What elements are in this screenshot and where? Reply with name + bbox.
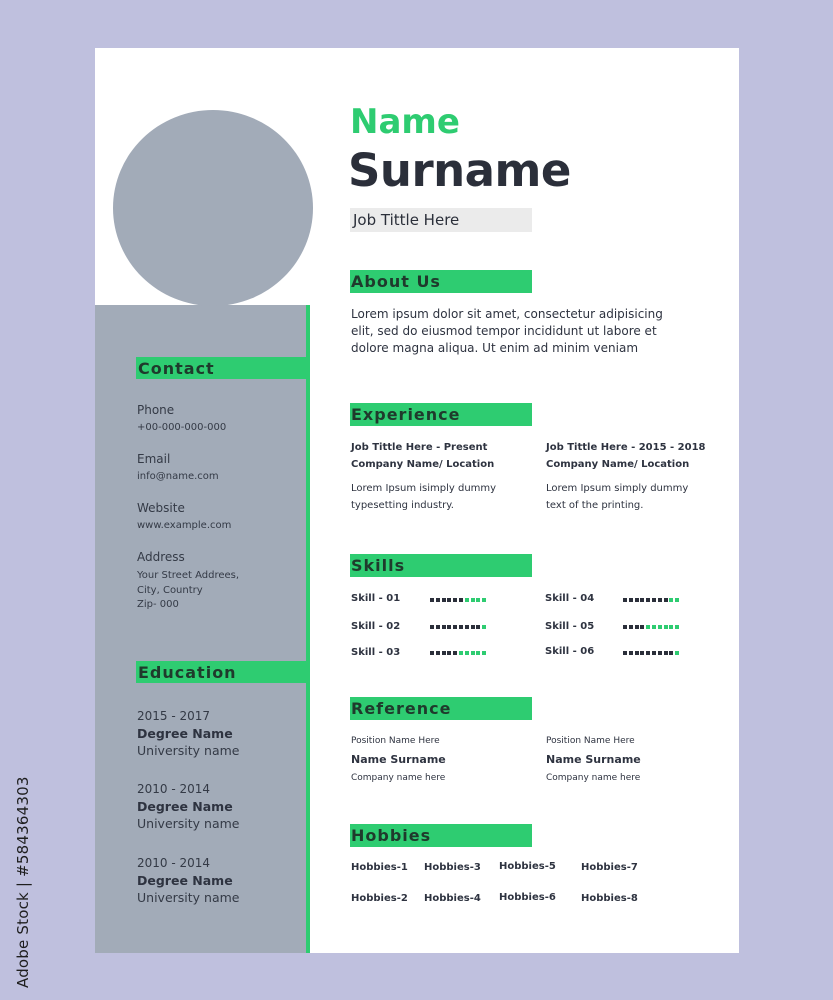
education-years-3: 2010 - 2014 (137, 856, 211, 870)
reference-position-1: Position Name Here (351, 736, 440, 746)
skill-segment (623, 625, 627, 629)
skill-segment (442, 598, 446, 602)
skill-segment (447, 651, 451, 655)
about-heading (350, 270, 532, 293)
education-years-1: 2015 - 2017 (137, 709, 211, 723)
skill-bar-4 (623, 598, 681, 602)
stock-watermark (6, 740, 40, 990)
skill-segment (465, 625, 469, 629)
skill-segment (664, 625, 668, 629)
skill-bar-3 (430, 651, 488, 655)
hobby-1: Hobbies-1 (351, 862, 408, 873)
education-university-3: University name (137, 890, 240, 905)
hobbies-heading-text: Hobbies (351, 826, 432, 845)
skill-segment (453, 651, 457, 655)
experience-title-2: Job Tittle Here - 2015 - 2018 (546, 442, 706, 453)
skill-segment (658, 651, 662, 655)
skill-segment (664, 598, 668, 602)
skill-segment (669, 651, 673, 655)
job-title: Job Tittle Here (353, 211, 460, 229)
skill-bar-1 (430, 598, 488, 602)
skill-segment (482, 651, 486, 655)
skill-segment (629, 625, 633, 629)
skill-segment (629, 651, 633, 655)
skill-segment (658, 598, 662, 602)
skill-segment (459, 598, 463, 602)
reference-company-2: Company name here (546, 773, 641, 783)
experience-desc-2-line-2: text of the printing. (546, 500, 644, 511)
skill-segment (652, 651, 656, 655)
about-heading-text: About Us (351, 272, 441, 291)
sidebar (95, 305, 310, 953)
hobby-3: Hobbies-3 (424, 862, 481, 873)
education-years-2: 2010 - 2014 (137, 782, 211, 796)
contact-heading-text: Contact (138, 359, 215, 378)
education-heading-text: Education (138, 663, 237, 682)
skill-segment (652, 598, 656, 602)
skill-segment (476, 598, 480, 602)
skill-segment (471, 651, 475, 655)
resume-page (95, 48, 739, 953)
skill-segment (669, 625, 673, 629)
about-line-3: dolore magna aliqua. Ut enim ad minim veniam (351, 341, 639, 355)
skill-segment (482, 625, 486, 629)
about-text (351, 306, 691, 357)
skill-segment (453, 625, 457, 629)
skill-segment (482, 598, 486, 602)
contact-heading (136, 357, 310, 379)
skill-bar-5 (623, 625, 681, 629)
experience-title-1: Job Tittle Here - Present (351, 442, 488, 453)
skill-segment (471, 598, 475, 602)
skill-segment (658, 625, 662, 629)
skill-segment (646, 625, 650, 629)
skill-segment (629, 598, 633, 602)
address-line-2: City, Country (137, 585, 203, 596)
experience-heading (350, 403, 532, 426)
hobby-2: Hobbies-2 (351, 893, 408, 904)
skill-segment (635, 598, 639, 602)
first-name: Name (350, 102, 460, 142)
experience-heading-text: Experience (351, 405, 461, 424)
about-line-1: Lorem ipsum dolor sit amet, consectetur adipisicing (351, 307, 663, 321)
hobby-7: Hobbies-7 (581, 862, 638, 873)
skill-name-5: Skill - 05 (545, 621, 595, 632)
education-heading (136, 661, 310, 683)
address-line-3: Zip- 000 (137, 599, 179, 610)
experience-company-2: Company Name/ Location (546, 459, 690, 470)
skill-segment (646, 651, 650, 655)
skill-segment (442, 625, 446, 629)
skill-segment (442, 651, 446, 655)
skill-segment (623, 598, 627, 602)
skill-segment (447, 625, 451, 629)
job-title-box (350, 208, 532, 232)
surname: Surname (348, 144, 571, 197)
skill-segment (675, 625, 679, 629)
about-line-2: elit, sed do eiusmod tempor incididunt ut labore et (351, 324, 657, 338)
reference-company-1: Company name here (351, 773, 446, 783)
hobby-6: Hobbies-6 (499, 892, 556, 903)
address-line-1: Your Street Addrees, (137, 570, 240, 581)
experience-company-1: Company Name/ Location (351, 459, 495, 470)
reference-position-2: Position Name Here (546, 736, 635, 746)
skill-segment (436, 625, 440, 629)
skill-segment (453, 598, 457, 602)
skill-segment (476, 625, 480, 629)
skill-bar-6 (623, 651, 681, 655)
reference-name-1: Name Surname (351, 753, 446, 766)
skill-segment (471, 625, 475, 629)
reference-heading-text: Reference (351, 699, 452, 718)
hobby-4: Hobbies-4 (424, 893, 481, 904)
skill-segment (430, 598, 434, 602)
experience-desc-1-line-1: Lorem Ipsum isimply dummy (351, 483, 497, 494)
email-label: Email (137, 452, 171, 466)
hobby-8: Hobbies-8 (581, 893, 638, 904)
address-label: Address (137, 550, 185, 564)
skills-heading-text: Skills (351, 556, 406, 575)
email-value: info@name.com (137, 471, 219, 482)
website-label: Website (137, 501, 185, 515)
hobbies-heading (350, 824, 532, 847)
website-value: www.example.com (137, 520, 232, 531)
skill-segment (640, 625, 644, 629)
skill-segment (652, 625, 656, 629)
reference-heading (350, 697, 532, 720)
skill-name-4: Skill - 04 (545, 593, 595, 604)
skill-segment (465, 598, 469, 602)
experience-desc-1-line-2: typesetting industry. (351, 500, 454, 511)
skill-segment (436, 651, 440, 655)
skill-segment (635, 651, 639, 655)
skill-segment (459, 625, 463, 629)
education-degree-3: Degree Name (137, 873, 233, 888)
skill-name-1: Skill - 01 (351, 593, 401, 604)
skill-segment (430, 625, 434, 629)
skill-segment (430, 651, 434, 655)
skill-segment (459, 651, 463, 655)
hobby-5: Hobbies-5 (499, 861, 556, 872)
skill-segment (465, 651, 469, 655)
skill-segment (436, 598, 440, 602)
reference-name-2: Name Surname (546, 753, 641, 766)
education-university-1: University name (137, 743, 240, 758)
skills-heading (350, 554, 532, 577)
skill-segment (447, 598, 451, 602)
phone-label: Phone (137, 403, 175, 417)
skill-segment (664, 651, 668, 655)
phone-value: +00-000-000-000 (137, 422, 227, 433)
experience-desc-2-line-1: Lorem Ipsum simply dummy (546, 483, 689, 494)
skill-segment (646, 598, 650, 602)
skill-name-3: Skill - 03 (351, 647, 401, 658)
skill-segment (640, 651, 644, 655)
skill-segment (623, 651, 627, 655)
education-degree-1: Degree Name (137, 726, 233, 741)
profile-photo-placeholder (113, 110, 313, 306)
skill-name-6: Skill - 06 (545, 646, 595, 657)
watermark-text: Adobe Stock | #584364303 (14, 776, 32, 988)
skill-segment (669, 598, 673, 602)
skill-segment (675, 598, 679, 602)
skill-segment (640, 598, 644, 602)
skill-name-2: Skill - 02 (351, 621, 401, 632)
education-university-2: University name (137, 816, 240, 831)
skill-segment (675, 651, 679, 655)
skill-bar-2 (430, 625, 488, 629)
education-degree-2: Degree Name (137, 799, 233, 814)
skill-segment (635, 625, 639, 629)
skill-segment (476, 651, 480, 655)
